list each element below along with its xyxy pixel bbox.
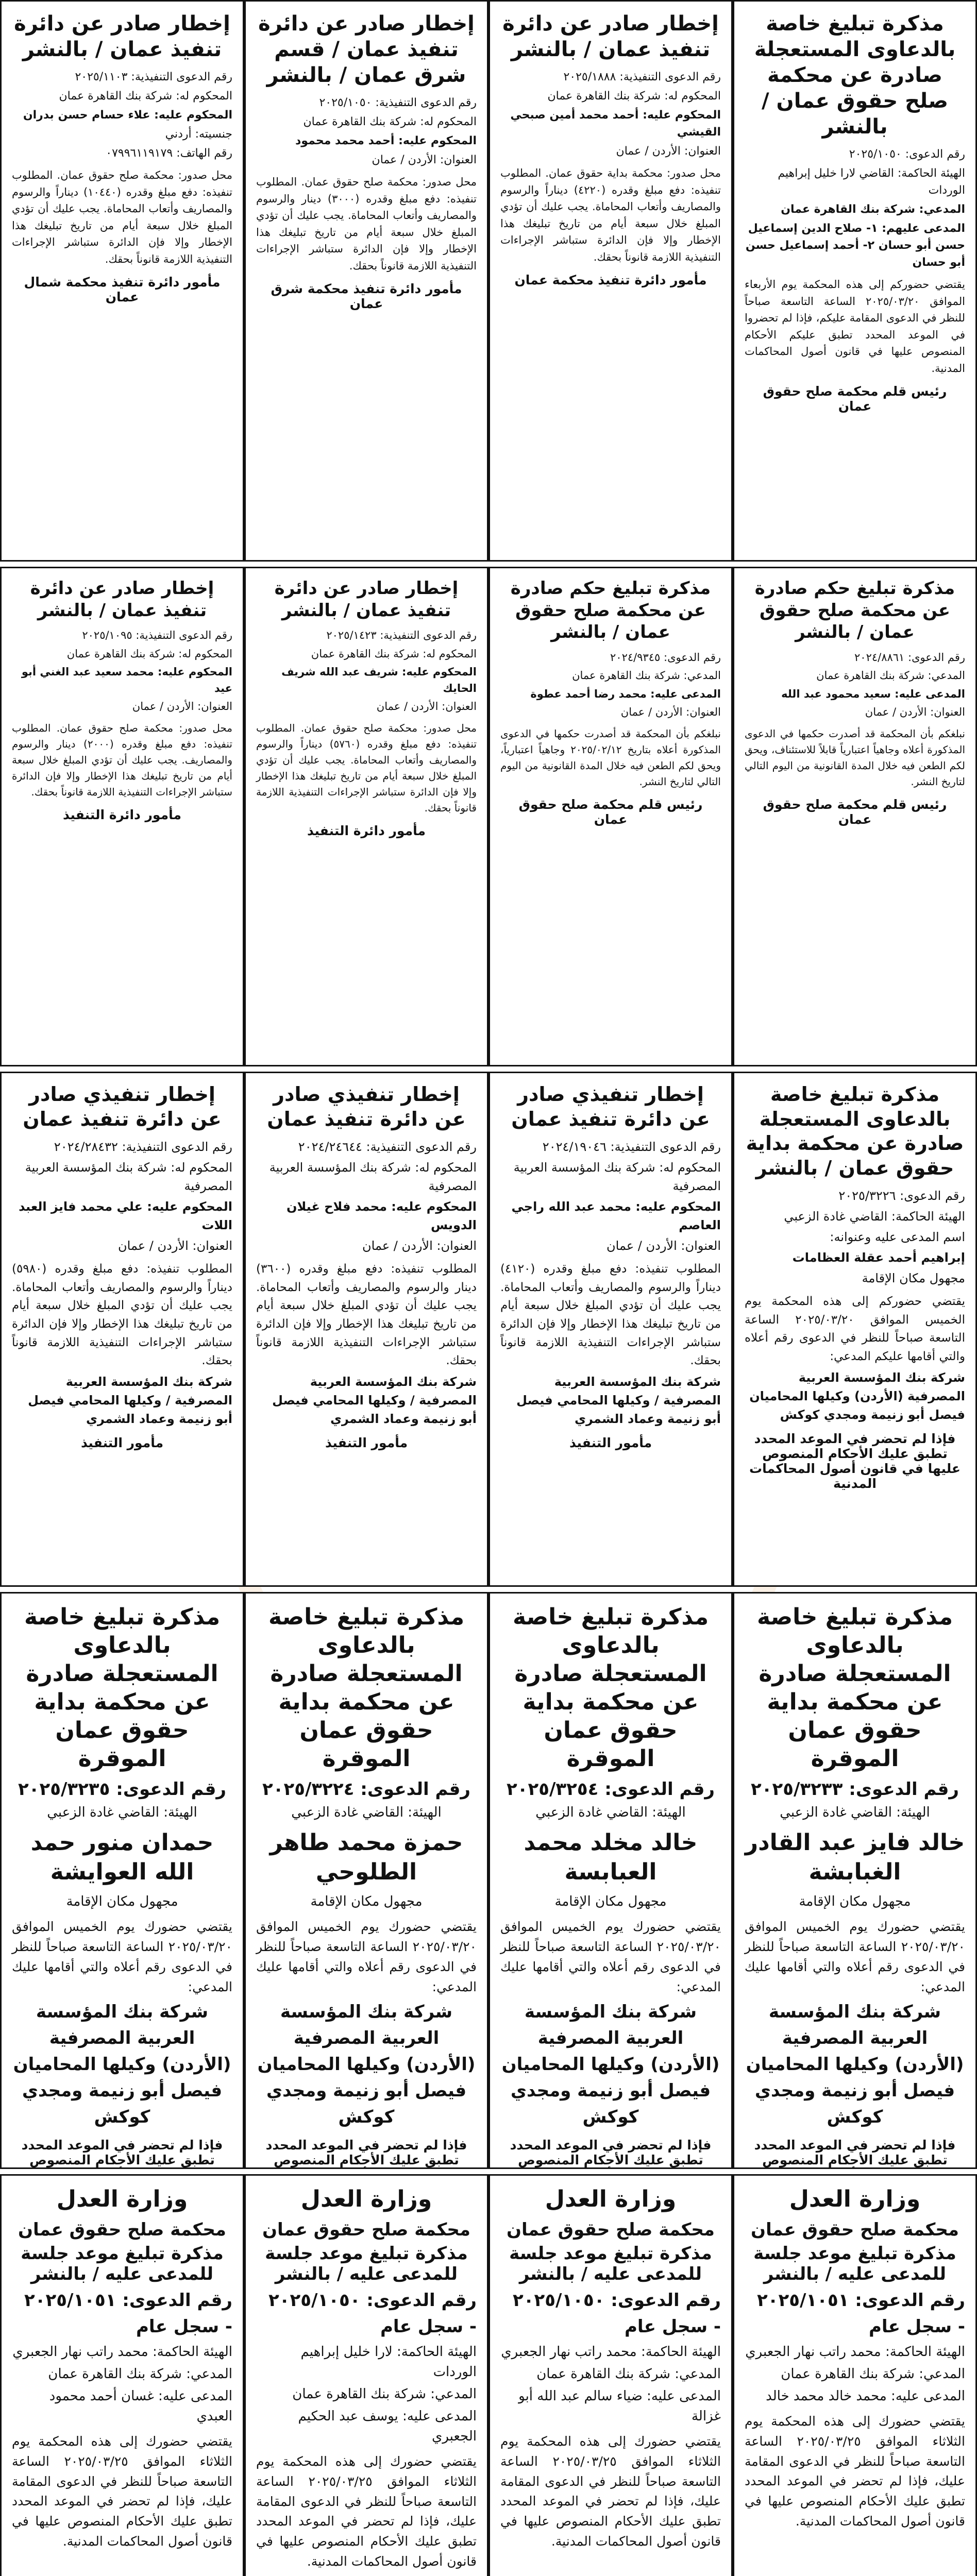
- notice-card: [244, 1592, 488, 2169]
- defendant-name: المدعى عليه: يوسف عبد الحكيم الجعبري: [298, 2409, 477, 2444]
- court-name: محكمة صلح حقوق عمان: [18, 2219, 226, 2240]
- ministry-name: وزارة العدل: [300, 2186, 432, 2212]
- notice-line: رقم الدعوى التنفيذية: ٢٠٢٤/٢٤٦٤٤: [298, 1140, 477, 1154]
- notice-card: [733, 1592, 977, 2169]
- notice-body: يقتضي حضوركم إلى هذه المحكمة يوم الأربعاء الموافق ٢٠٢٥/٠٣/٢٠ الساعة التاسعة صباحاً للنظر في الدعوى المقامة عليكم، فإذا لم تحضروا في الموعد المحدد تطبق عليكم الأحكام المنصوص عليها في قانون أصول المحاكمات المدنية.: [745, 278, 965, 375]
- notice-body: محل صدور: محكمة بداية حقوق عمان. المطلوب تنفيذه: دفع مبلغ وقدره (٤٢٢٠) ديناراً والرسوم والمصاريف وأتعاب المحاماة. يجب عليك أن تؤدي المبلغ خلال سبعة أيام من تاريخ تبليغك هذا الإخطار وإلا فإن الدائرة ستباشر الإجراءات التنفيذية اللازمة قانوناً بحقك.: [500, 167, 721, 263]
- notice-line: جنسيته: أردني: [165, 128, 232, 141]
- case-number: رقم الدعوى: ٢٠٢٥/٣٢٣٣: [751, 1779, 959, 1800]
- notice-line: المحكوم عليه: علاء حسام حسن بدران: [23, 109, 232, 122]
- notice-body: المطلوب تنفيذه: دفع مبلغ وقدره (٤١٢٠) ديناراً والرسوم والمصاريف وأتعاب المحاماة. يجب عليك أن تؤدي المبلغ خلال سبعة أيام من تاريخ تبليغك هذا الإخطار وإلا فإن الدائرة ستباشر الإجراءات التنفيذية اللازمة قانوناً بحقك.: [500, 1262, 721, 1368]
- notice-body: نبلغكم بأن المحكمة قد أصدرت حكمها في الدعوى المذكورة أعلاه بتاريخ ٢٠٢٥/٠٢/١٢ وجاهياً اعتبارياً، ويحق لكم الطعن فيه خلال المدة القانونية من اليوم التالي لتاريخ النشر.: [500, 727, 721, 788]
- plaintiff-name: المدعي: شركة بنك القاهرة عمان: [48, 2366, 232, 2382]
- notice-footer: مأمور دائرة تنفيذ محكمة شرق عمان: [271, 281, 462, 312]
- notice-card: [733, 0, 977, 562]
- notice-line: العنوان: الأردن / عمان: [362, 1239, 477, 1253]
- case-number: رقم الدعوى: ٢٠٢٥/١٠٥١ - سجل عام: [24, 2290, 232, 2337]
- notice-title: مذكرة تبليغ خاصة بالدعاوى المستعجلة صادرة عن محكمة بداية حقوق عمان الموقرة: [24, 1604, 221, 1772]
- notice-line: المحكوم عليه: محمد عبد الله راجي العاصم: [511, 1199, 721, 1232]
- defendant-note: مجهول مكان الإقامة: [554, 1894, 667, 1910]
- notice-body: نبلغكم بأن المحكمة قد أصدرت حكمها في الدعوى المذكورة أعلاه وجاهياً اعتبارياً قابلاً للاستئناف، ويحق لكم الطعن فيه خلال المدة القانونية من اليوم التالي لتاريخ النشر.: [745, 727, 965, 788]
- notice-card: [244, 567, 488, 1066]
- defendant-name: خالد فايز عبد القادر الغبابشة: [745, 1829, 965, 1886]
- notice-plaintiff: شركة بنك المؤسسة العربية المصرفية / وكيلها المحامي فيصل أبو زنيمة وعماد الشمري: [28, 1374, 232, 1426]
- notice-title: مذكرة تبليغ حكم صادرة عن محكمة صلح حقوق عمان / بالنشر: [754, 578, 955, 642]
- notice-body: يقتضي حضورك إلى هذه المحكمة يوم الثلاثاء الموافق ٢٠٢٥/٠٣/٢٥ الساعة التاسعة صباحاً للنظر في الدعوى المقامة عليك، فإذا لم تحضر في الموعد المحدد تطبق عليك الأحكام المنصوص عليها في قانون أصول المحاكمات المدنية.: [256, 2454, 477, 2569]
- notice-title: مذكرة تبليغ خاصة بالدعاوى المستعجلة صادرة عن محكمة صلح حقوق عمان / بالنشر: [754, 12, 956, 139]
- defendant-name: حمزة محمد طاهر الطلوحي: [269, 1829, 463, 1886]
- notice-line: رقم الدعوى: ٢٠٢٤/٨٨٦١: [854, 651, 965, 664]
- notice-body: يقتضي حضورك إلى هذه المحكمة يوم الثلاثاء الموافق ٢٠٢٥/٠٣/٢٥ الساعة التاسعة صباحاً للنظر في الدعوى المقامة عليك، فإذا لم تحضر في الموعد المحدد تطبق عليك الأحكام المنصوص عليها في قانون أصول المحاكمات المدنية.: [745, 2414, 965, 2529]
- notice-line: العنوان: الأردن / عمان: [376, 700, 477, 713]
- notices-row-3: [0, 1072, 977, 1587]
- notice-line: العنوان: الأردن / عمان: [616, 145, 721, 158]
- notice-line: العنوان: الأردن / عمان: [620, 706, 721, 718]
- notice-line: رقم الدعوى التنفيذية: ٢٠٢٥/١٨٨٨: [563, 71, 721, 83]
- defendant-name: المدعى عليه: محمد خالد محمد خالد: [766, 2388, 965, 2404]
- notice-line: المدعي: شركة بنك القاهرة عمان: [781, 203, 965, 216]
- notice-line: العنوان: الأردن / عمان: [372, 154, 477, 166]
- ministry-name: وزارة العدل: [789, 2186, 921, 2212]
- notice-card: [488, 1592, 733, 2169]
- notice-line: المحكوم عليه: أحمد محمد أمين صبحي القيشي: [510, 109, 721, 139]
- notice-footer: مأمور دائرة تنفيذ محكمة عمان: [514, 273, 707, 288]
- notice-line: رقم الدعوى التنفيذية: ٢٠٢٤/١٩٠٤٦: [542, 1140, 721, 1154]
- notice-title: مذكرة تبليغ موعد جلسة للمدعى عليه / بالنشر: [265, 2243, 468, 2284]
- notice-title: مذكرة تبليغ موعد جلسة للمدعى عليه / بالنشر: [753, 2243, 956, 2284]
- notice-body: يقتضي حضورك إلى هذه المحكمة يوم الثلاثاء الموافق ٢٠٢٥/٠٣/٢٥ الساعة التاسعة صباحاً للنظر في الدعوى المقامة عليك، فإذا لم تحضر في الموعد المحدد تطبق عليك الأحكام المنصوص عليها في قانون أصول المحاكمات المدنية.: [12, 2434, 232, 2549]
- judge: الهيئة: القاضي غادة الزعبي: [535, 1805, 686, 1820]
- notice-footer: رئيس قلم محكمة صلح حقوق عمان: [763, 796, 947, 827]
- notice-body: يقتضي حضورك يوم الخميس الموافق ٢٠٢٥/٠٣/٢٠ الساعة التاسعة صباحاً للنظر في الدعوى رقم أعلاه والتي أقامها عليك المدعي:: [256, 1919, 477, 1994]
- notice-title: إخطار صادر عن دائرة تنفيذ عمان / بالنشر: [30, 578, 214, 621]
- notice-footer: مأمور دائرة التنفيذ: [63, 807, 181, 822]
- notice-line: المحكوم عليه: علي محمد فايز العبد اللات: [19, 1199, 232, 1232]
- notice-card: [488, 0, 733, 562]
- notice-plaintiff: شركة بنك المؤسسة العربية المصرفية / وكيلها المحامي فيصل أبو زنيمة وعماد الشمري: [516, 1374, 721, 1426]
- judge: الهيئة الحاكمة: محمد راتب نهار الجعبري: [745, 2344, 965, 2360]
- notice-title: إخطار صادر عن دائرة تنفيذ عمان / بالنشر: [14, 12, 230, 61]
- notice-body: محل صدور: محكمة صلح حقوق عمان. المطلوب تنفيذه: دفع مبلغ وقدره (٥٧٦٠) ديناراً والرسوم والمصاريف وأتعاب المحاماة. يجب عليك أن تؤدي المبلغ خلال سبعة أيام من تاريخ تبليغك هذا الإخطار وإلا فإن الدائرة ستباشر الإجراءات التنفيذية اللازمة قانوناً بحقك.: [256, 721, 477, 814]
- ministry-name: وزارة العدل: [545, 2186, 677, 2212]
- notice-card: [488, 2174, 733, 2576]
- notice-line: رقم الدعوى التنفيذية: ٢٠٢٥/١٠٥٠: [319, 96, 477, 109]
- court-name: محكمة صلح حقوق عمان: [751, 2219, 959, 2240]
- notice-footer: مأمور التنفيذ: [325, 1435, 408, 1450]
- plaintiff-name: شركة بنك المؤسسة العربية المصرفية (الأردن) وكيلها المحاميان فيصل أبو زنيمة ومجدي كوكش: [501, 2002, 720, 2128]
- notice-line: رقم الدعوى التنفيذية: ٢٠٢٥/١١٠٣: [75, 71, 232, 83]
- notice-line: العنوان: الأردن / عمان: [865, 706, 965, 718]
- notice-card: [733, 2174, 977, 2576]
- notice-footer: فإذا لم تحضر في الموعد المحدد تطبق عليك الأحكام المنصوص عليها في قانون أصول المحاكمات المدنية: [749, 1431, 961, 1491]
- notice-title: إخطار تنفيذي صادر عن دائرة تنفيذ عمان: [267, 1083, 466, 1130]
- notice-line: المحكوم عليه: محمد فلاح غيلان الدويس: [286, 1199, 477, 1232]
- notice-card: [733, 567, 977, 1066]
- notice-plaintiff: شركة بنك المؤسسة العربية المصرفية (الأردن) وكيلها المحاميان فيصل أبو زنيمة ومجدي كوكش: [749, 1370, 965, 1422]
- notice-line: العنوان: الأردن / عمان: [118, 1239, 232, 1253]
- notice-card: [0, 1072, 244, 1587]
- notice-body: يقتضي حضوركم إلى هذه المحكمة يوم الخميس الموافق ٢٠٢٥/٠٣/٢٠ الساعة التاسعة صباحاً للنظر في الدعوى رقم أعلاه والتي أقامها عليكم المدعي:: [745, 1295, 965, 1363]
- notice-body: محل صدور: محكمة صلح حقوق عمان. المطلوب تنفيذه: دفع مبلغ وقدره (١٠٤٤٠) ديناراً والرسوم والمصاريف وأتعاب المحاماة. يجب عليك أن تؤدي المبلغ خلال سبعة أيام من تاريخ تبليغك هذا الإخطار وإلا فإن الدائرة ستباشر الإجراءات التنفيذية اللازمة قانوناً بحقك.: [12, 169, 233, 265]
- notice-line: المدعى عليهم: ١- صلاح الدين إسماعيل حسن أبو حسان ٢- أحمد إسماعيل حسن أبو حسان: [745, 222, 965, 269]
- notice-body: المطلوب تنفيذه: دفع مبلغ وقدره (٥٩٨٠) ديناراً والرسوم والمصاريف وأتعاب المحاماة. يجب عليك أن تؤدي المبلغ خلال سبعة أيام من تاريخ تبليغك هذا الإخطار وإلا فإن الدائرة ستباشر الإجراءات التنفيذية اللازمة قانوناً بحقك.: [12, 1262, 232, 1368]
- notice-title: إخطار صادر عن دائرة تنفيذ عمان / بالنشر: [502, 12, 719, 61]
- plaintiff-name: المدعي: شركة بنك القاهرة عمان: [536, 2366, 721, 2382]
- case-number: رقم الدعوى: ٢٠٢٥/١٠٥٠ - سجل عام: [513, 2290, 721, 2337]
- judge: الهيئة الحاكمة: لارا خليل إبراهيم الوردات: [300, 2344, 477, 2380]
- notice-body: يقتضي حضورك يوم الخميس الموافق ٢٠٢٥/٠٣/٢٠ الساعة التاسعة صباحاً للنظر في الدعوى رقم أعلاه والتي أقامها عليك المدعي:: [745, 1919, 965, 1994]
- case-number: رقم الدعوى: ٢٠٢٥/١٠٥١ - سجل عام: [757, 2290, 965, 2337]
- notice-card: [244, 1072, 488, 1587]
- notice-line: رقم الدعوى التنفيذية: ٢٠٢٥/١٠٩٥: [82, 629, 232, 641]
- notices-row-1: [0, 0, 977, 562]
- case-number: رقم الدعوى: ٢٠٢٥/٣٢٣٥: [18, 1779, 226, 1800]
- notice-line: المدعي: شركة بنك القاهرة عمان: [572, 669, 721, 682]
- defendant-name: المدعى عليه: غسان أحمد محمود العبدي: [49, 2388, 232, 2424]
- notice-card: [244, 2174, 488, 2576]
- plaintiff-name: شركة بنك المؤسسة العربية المصرفية (الأردن) وكيلها المحاميان فيصل أبو زنيمة ومجدي كوكش: [13, 2002, 231, 2128]
- notice-line: المحكوم له: شركة بنك القاهرة عمان: [303, 115, 477, 128]
- notice-line: المحكوم عليه: محمد سعيد عبد الغني أبو عيد: [21, 666, 232, 694]
- notice-title: إخطار تنفيذي صادر عن دائرة تنفيذ عمان: [23, 1083, 222, 1130]
- defendant-note: مجهول مكان الإقامة: [799, 1894, 911, 1910]
- ministry-name: وزارة العدل: [56, 2186, 188, 2212]
- notice-title: إخطار صادر عن دائرة تنفيذ عمان / بالنشر: [274, 578, 459, 621]
- notice-line: المحكوم له: شركة بنك المؤسسة العربية المصرفية: [25, 1160, 232, 1193]
- notice-plaintiff: شركة بنك المؤسسة العربية المصرفية / وكيلها المحامي فيصل أبو زنيمة وعماد الشمري: [272, 1374, 477, 1426]
- notice-line: الهيئة الحاكمة: القاضي غادة الزعبي: [784, 1209, 965, 1224]
- notice-line: المحكوم له: شركة بنك المؤسسة العربية المصرفية: [513, 1160, 721, 1193]
- notice-card: [733, 1072, 977, 1587]
- notice-line: رقم الدعوى: ٢٠٢٥/٣٢٢٦: [838, 1189, 965, 1203]
- case-number: رقم الدعوى: ٢٠٢٥/٣٢٢٤: [262, 1779, 470, 1800]
- notice-card: [0, 1592, 244, 2169]
- notice-body: محل صدور: محكمة صلح حقوق عمان. المطلوب تنفيذه: دفع مبلغ وقدره (٣٠٠٠) دينار والرسوم والمصاريف وأتعاب المحاماة. يجب عليك أن تؤدي المبلغ خلال سبعة أيام من تاريخ تبليغك هذا الإخطار وإلا فإن الدائرة ستباشر الإجراءات التنفيذية اللازمة قانوناً بحقك.: [256, 176, 477, 272]
- defendant-name: خالد مخلد محمد العبابسة: [524, 1829, 698, 1886]
- notice-line: المحكوم له: شركة بنك القاهرة عمان: [547, 90, 721, 103]
- notice-line: الهيئة الحاكمة: القاضي لارا خليل إبراهيم الوردات: [778, 167, 965, 197]
- notice-line: المحكوم له: شركة بنك القاهرة عمان: [59, 90, 232, 103]
- notice-footer: مأمور دائرة تنفيذ محكمة شمال عمان: [24, 275, 221, 305]
- notice-line: المحكوم له: شركة بنك القاهرة عمان: [311, 647, 477, 660]
- notice-footer: مأمور دائرة التنفيذ: [307, 823, 426, 838]
- notices-row-2: [0, 567, 977, 1066]
- notice-line: العنوان: الأردن / عمان: [607, 1239, 721, 1253]
- notice-body: يقتضي حضورك يوم الخميس الموافق ٢٠٢٥/٠٣/٢٠ الساعة التاسعة صباحاً للنظر في الدعوى رقم أعلاه والتي أقامها عليك المدعي:: [500, 1919, 721, 1994]
- notice-line: رقم الدعوى التنفيذية: ٢٠٢٥/١٤٢٣: [326, 629, 477, 641]
- notice-line: المحكوم له: شركة بنك القاهرة عمان: [66, 647, 232, 660]
- court-name: محكمة صلح حقوق عمان: [262, 2219, 470, 2240]
- notice-footer: مأمور التنفيذ: [569, 1435, 652, 1450]
- plaintiff-name: المدعي: شركة بنك القاهرة عمان: [781, 2366, 965, 2382]
- plaintiff-name: شركة بنك المؤسسة العربية المصرفية (الأردن) وكيلها المحاميان فيصل أبو زنيمة ومجدي كوكش: [746, 2002, 964, 2128]
- notice-footer: فإذا لم تحضر في الموعد المحدد تطبق عليك الأحكام المنصوص: [265, 2138, 467, 2168]
- notice-title: إخطار تنفيذي صادر عن دائرة تنفيذ عمان: [511, 1083, 710, 1130]
- notice-line: مجهول مكان الإقامة: [862, 1271, 965, 1285]
- notice-line: المدعى عليه: سعيد محمود عبد الله: [781, 687, 965, 700]
- notice-line: رقم الدعوى: ٢٠٢٥/١٠٥٠: [849, 148, 965, 161]
- notice-title: مذكرة تبليغ خاصة بالدعاوى المستعجلة صادرة عن محكمة بداية حقوق عمان / بالنشر: [746, 1083, 964, 1179]
- notice-title: مذكرة تبليغ خاصة بالدعاوى المستعجلة صادرة عن محكمة بداية حقوق عمان الموقرة: [756, 1604, 953, 1772]
- notice-footer: فإذا لم تحضر في الموعد المحدد تطبق عليك الأحكام المنصوص: [754, 2138, 956, 2168]
- notice-line: رقم الدعوى: ٢٠٢٤/٩٣٤٥: [610, 651, 721, 664]
- notice-title: مذكرة تبليغ خاصة بالدعاوى المستعجلة صادرة عن محكمة بداية حقوق عمان الموقرة: [512, 1604, 709, 1772]
- judge: الهيئة: القاضي غادة الزعبي: [291, 1805, 442, 1820]
- notice-line: رقم الهاتف: ٠٧٩٩٦١١٩١٧٩: [106, 147, 232, 160]
- notice-footer: فإذا لم تحضر في الموعد المحدد تطبق عليك الأحكام المنصوص: [510, 2138, 712, 2168]
- notice-body: المطلوب تنفيذه: دفع مبلغ وقدره (٣٦٠٠) دينار والرسوم والمصاريف وأتعاب المحاماة. يجب عليك أن تؤدي المبلغ خلال سبعة أيام من تاريخ تبليغك هذا الإخطار وإلا فإن الدائرة ستباشر الإجراءات التنفيذية اللازمة قانوناً بحقك.: [256, 1262, 477, 1368]
- notice-line: اسم المدعى عليه وعنوانه:: [830, 1230, 965, 1244]
- notice-line: رقم الدعوى التنفيذية: ٢٠٢٤/٢٨٤٣٢: [54, 1140, 232, 1154]
- notice-title: مذكرة تبليغ حكم صادرة عن محكمة صلح حقوق عمان / بالنشر: [510, 578, 711, 642]
- defendant-note: مجهول مكان الإقامة: [66, 1894, 178, 1910]
- notice-line: المدعي: شركة بنك القاهرة عمان: [816, 669, 965, 682]
- notice-title: إخطار صادر عن دائرة تنفيذ عمان / قسم شرق عمان / بالنشر: [258, 12, 475, 87]
- notice-footer: رئيس قلم محكمة صلح حقوق عمان: [518, 796, 703, 827]
- notice-card: [488, 567, 733, 1066]
- notice-line: المحكوم له: شركة بنك المؤسسة العربية المصرفية: [269, 1160, 477, 1193]
- defendant-note: مجهول مكان الإقامة: [310, 1894, 423, 1910]
- case-number: رقم الدعوى: ٢٠٢٥/١٠٥٠ - سجل عام: [268, 2290, 477, 2337]
- court-name: محكمة صلح حقوق عمان: [507, 2219, 715, 2240]
- notices-row-4: [0, 1592, 977, 2169]
- plaintiff-name: المدعي: شركة بنك القاهرة عمان: [292, 2386, 477, 2402]
- notice-footer: فإذا لم تحضر في الموعد المحدد تطبق عليك الأحكام المنصوص: [21, 2138, 223, 2168]
- notice-card: [0, 567, 244, 1066]
- judge: الهيئة: القاضي غادة الزعبي: [47, 1805, 197, 1820]
- notice-footer: رئيس قلم محكمة صلح حقوق عمان: [763, 384, 947, 414]
- defendant-name: المدعى عليه: ضياء سالم عبد الله أبو غزالة: [518, 2388, 721, 2424]
- case-number: رقم الدعوى: ٢٠٢٥/٣٢٥٤: [507, 1779, 715, 1800]
- notice-body: يقتضي حضورك إلى هذه المحكمة يوم الثلاثاء الموافق ٢٠٢٥/٠٣/٢٥ الساعة التاسعة صباحاً للنظر في الدعوى المقامة عليك، فإذا لم تحضر في الموعد المحدد تطبق عليك الأحكام المنصوص عليها في قانون أصول المحاكمات المدنية.: [500, 2434, 721, 2549]
- notices-row-5: [0, 2174, 977, 2576]
- notice-line: المحكوم عليه: أحمد محمد محمود: [295, 134, 477, 147]
- notice-line: العنوان: الأردن / عمان: [132, 700, 232, 713]
- notice-title: مذكرة تبليغ موعد جلسة للمدعى عليه / بالنشر: [21, 2243, 224, 2284]
- notice-title: مذكرة تبليغ خاصة بالدعاوى المستعجلة صادرة عن محكمة بداية حقوق عمان الموقرة: [268, 1604, 465, 1772]
- notice-title: مذكرة تبليغ موعد جلسة للمدعى عليه / بالنشر: [509, 2243, 712, 2284]
- judge: الهيئة: القاضي غادة الزعبي: [780, 1805, 930, 1820]
- judge: الهيئة الحاكمة: محمد راتب نهار الجعبري: [12, 2344, 232, 2360]
- notice-footer: مأمور التنفيذ: [80, 1435, 164, 1450]
- notice-card: [244, 0, 488, 562]
- notice-body: محل صدور: محكمة صلح حقوق عمان. المطلوب تنفيذه: دفع مبلغ وقدره (٢٠٠٠) دينار والرسوم والمصاريف. يجب عليك أن تؤدي المبلغ خلال سبعة أيام من تاريخ تبليغك هذا الإخطار وإلا فإن الدائرة ستباشر الإجراءات التنفيذية اللازمة قانوناً بحقك.: [12, 721, 232, 798]
- notice-card: [0, 0, 244, 562]
- notice-card: [488, 1072, 733, 1587]
- notice-line: المحكوم عليه: شريف عبد الله شريف الحايك: [281, 666, 477, 694]
- defendant-name: حمدان منور حمد الله العوايشة: [30, 1829, 214, 1886]
- notice-line: المدعى عليه: محمد رضا أحمد عطوة: [530, 687, 721, 700]
- notice-body: يقتضي حضورك يوم الخميس الموافق ٢٠٢٥/٠٣/٢٠ الساعة التاسعة صباحاً للنظر في الدعوى رقم أعلاه والتي أقامها عليك المدعي:: [12, 1919, 232, 1994]
- judge: الهيئة الحاكمة: محمد راتب نهار الجعبري: [501, 2344, 721, 2360]
- plaintiff-name: شركة بنك المؤسسة العربية المصرفية (الأردن) وكيلها المحاميان فيصل أبو زنيمة ومجدي كوكش: [257, 2002, 476, 2128]
- notice-line: إبراهيم أحمد عقلة العظامات: [792, 1250, 965, 1265]
- notice-card: [0, 2174, 244, 2576]
